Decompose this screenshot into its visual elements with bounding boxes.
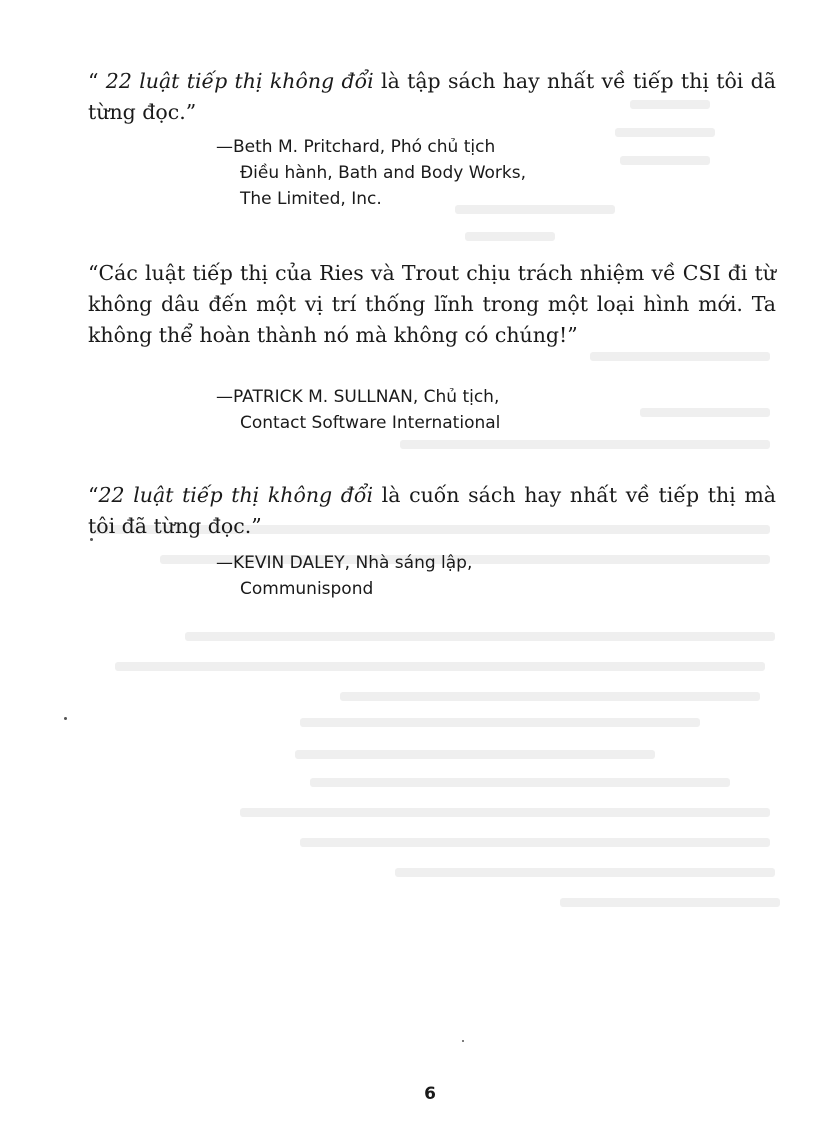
quote-1 [88,66,776,128]
quote-2-text: “Các luật tiếp thị của Ries và Trout chịu trách nhiệm về CSI đi từ không dâu đến một vị trí thống lĩnh trong một loại hình mới. Ta không thể hoàn thành nó mà không có chúng!” [88,261,776,347]
quote-1-open: “ [88,69,106,93]
quote-1-attribution [216,134,526,212]
attribution-line: Điều hành, Bath and Body Works, [240,163,527,183]
quote-2 [88,258,776,351]
quote-3 [88,480,776,542]
attribution-line: Communispond [240,579,374,599]
attribution-line: Contact Software International [240,413,501,433]
scan-speck [64,717,67,720]
attribution-line: The Limited, Inc. [240,189,382,209]
attribution-line: —Beth M. Pritchard, Phó chủ tịch [216,137,496,157]
scan-speck [462,1040,464,1042]
page-number: 6 [424,1084,436,1104]
attribution-line: —KEVIN DALEY, Nhà sáng lập, [216,553,473,573]
attribution-line: —PATRICK M. SULLNAN, Chủ tịch, [216,387,500,407]
quote-3-open: “ [88,483,99,507]
quote-3-text: là cuốn sách hay nhất về tiếp thị mà tôi đã từng đọc.” [88,483,777,538]
quote-3-attribution [216,550,472,602]
book-title-emphasis: 22 luật tiếp thị không đổi [105,69,374,93]
book-title-emphasis: 22 luật tiếp thị không đổi [98,483,374,507]
quote-2-attribution [216,384,500,436]
quote-1-text: là tập sách hay nhất về tiếp thị tôi dã từng đọc.” [88,69,776,124]
